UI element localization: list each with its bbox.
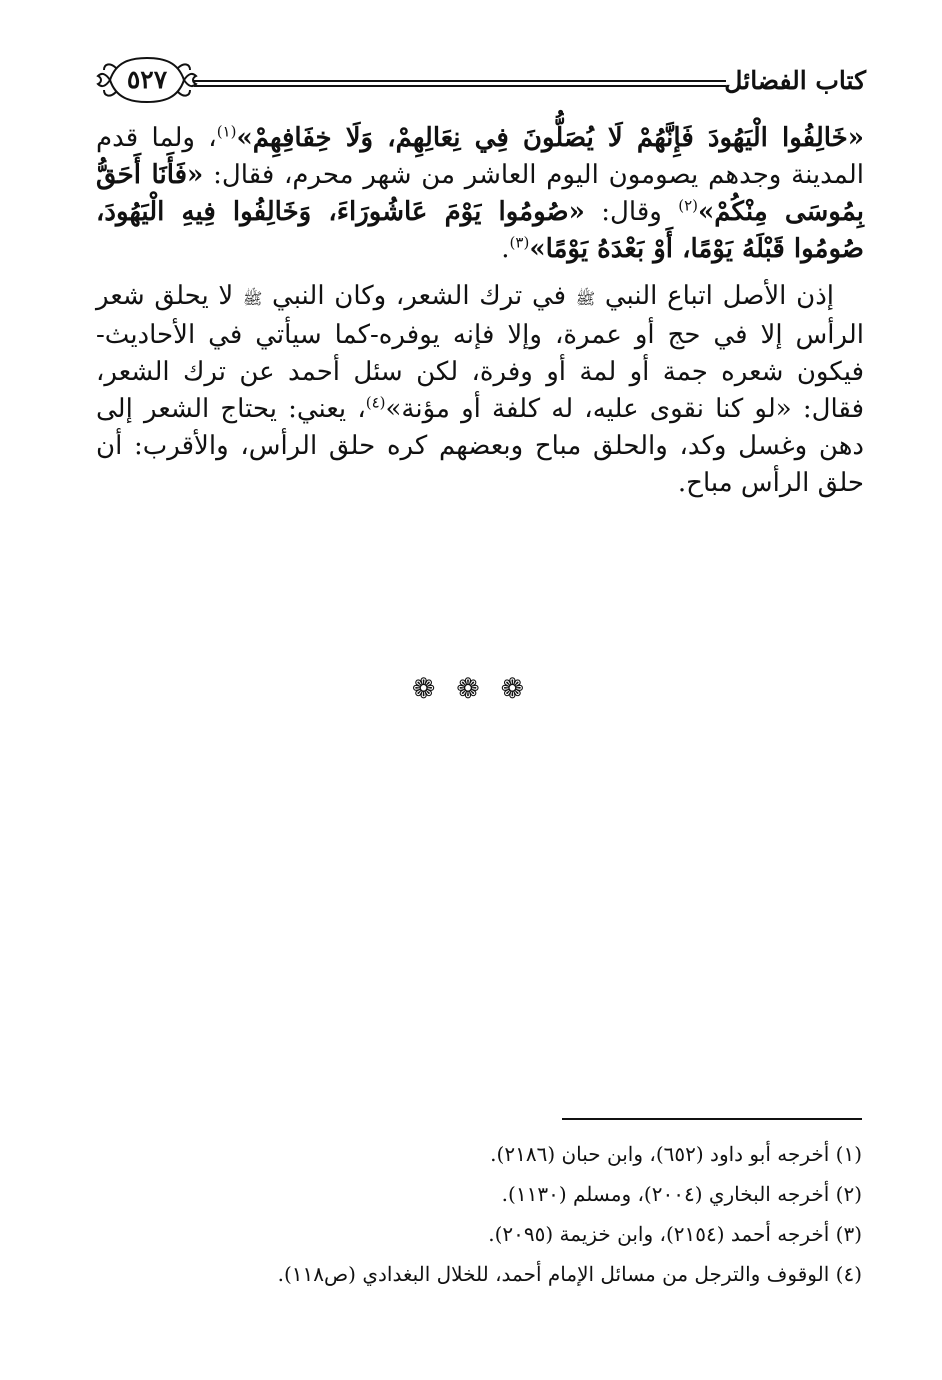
footnote-ref-3: (٣) bbox=[509, 233, 530, 252]
footnote-2: (٢) أخرجه البخاري (٢٠٠٤)، ومسلم (١١٣٠). bbox=[501, 1182, 862, 1206]
section-separator: ❁ ❁ ❁ bbox=[411, 672, 531, 705]
header-rule bbox=[194, 80, 726, 87]
footnote-ref-4: (٤) bbox=[365, 393, 386, 412]
hadith-quote-1: «خَالِفُوا الْيَهُودَ فَإِنَّهُمْ لَا يُصَلُّونَ فِي نِعَالِهِمْ، وَلَا خِفَافِهِمْ» bbox=[236, 123, 864, 153]
footnote-1: (١) أخرجه أبو داود (٦٥٢)، وابن حبان (٢١٨٦). bbox=[490, 1142, 862, 1166]
paragraph-2-text-1: إذن الأصل اتباع النبي bbox=[595, 281, 835, 311]
page-number: ٥٢٧ bbox=[126, 65, 168, 94]
footnote-ref-1: (١) bbox=[216, 122, 237, 141]
paragraph-1-end: . bbox=[501, 234, 510, 264]
paragraph-1-text-2: وقال: bbox=[584, 197, 679, 227]
page-number-ornament bbox=[96, 52, 198, 108]
main-text bbox=[96, 120, 864, 502]
footnote-rule bbox=[562, 1118, 862, 1120]
paragraph-2-text-3: لا يحلق شعر الرأس إلا في حج أو عمرة، وإلا فإنه يوفره-كما سيأتي في الأحاديث- فيكون شعره جمة أو لمة أو وفرة، لكن سئل أحمد عن ترك الشعر، فقال: «لو كنا نقوى عليه، له كلفة أو مؤنة» bbox=[96, 281, 864, 424]
footnote-ref-2: (٢) bbox=[678, 196, 698, 215]
hadith-quote-3: «صُومُوا يَوْمَ عَاشُورَاءَ، وَخَالِفُوا فِيهِ الْيَهُودَ، صُومُوا قَبْلَهُ يَوْمًا، أَوْ بَعْدَهُ يَوْمًا» bbox=[96, 197, 864, 264]
footnote-4: (٤) الوقوف والترجل من مسائل الإمام أحمد، للخلال البغدادي (ص١١٨). bbox=[277, 1262, 862, 1286]
footnotes bbox=[102, 1134, 862, 1294]
pbuh-symbol: ﷺ bbox=[242, 289, 263, 308]
pbuh-symbol: ﷺ bbox=[575, 289, 596, 308]
footnote-3: (٣) أخرجه أحمد (٢١٥٤)، وابن خزيمة (٢٠٩٥). bbox=[488, 1222, 862, 1246]
paragraph-1-text-1: ، ولما قدم المدينة وجدهم يصومون اليوم العاشر من شهر محرم، فقال: bbox=[96, 123, 864, 190]
book-title: كتاب الفضائل bbox=[724, 66, 866, 95]
running-header bbox=[96, 52, 866, 108]
paragraph-2 bbox=[96, 278, 864, 502]
paragraph-2-text-4: ، يعني: يحتاج الشعر إلى دهن وغسل وكد، والحلق مباح وبعضهم كره حلق الرأس، والأقرب: أن حلق الرأس مباح. bbox=[96, 394, 864, 498]
paragraph-2-text-2: في ترك الشعر، وكان النبي bbox=[262, 281, 576, 311]
paragraph-1 bbox=[96, 120, 864, 268]
hadith-quote-2: «فَأَنَا أَحَقُّ بِمُوسَى مِنْكُمْ» bbox=[96, 160, 864, 227]
